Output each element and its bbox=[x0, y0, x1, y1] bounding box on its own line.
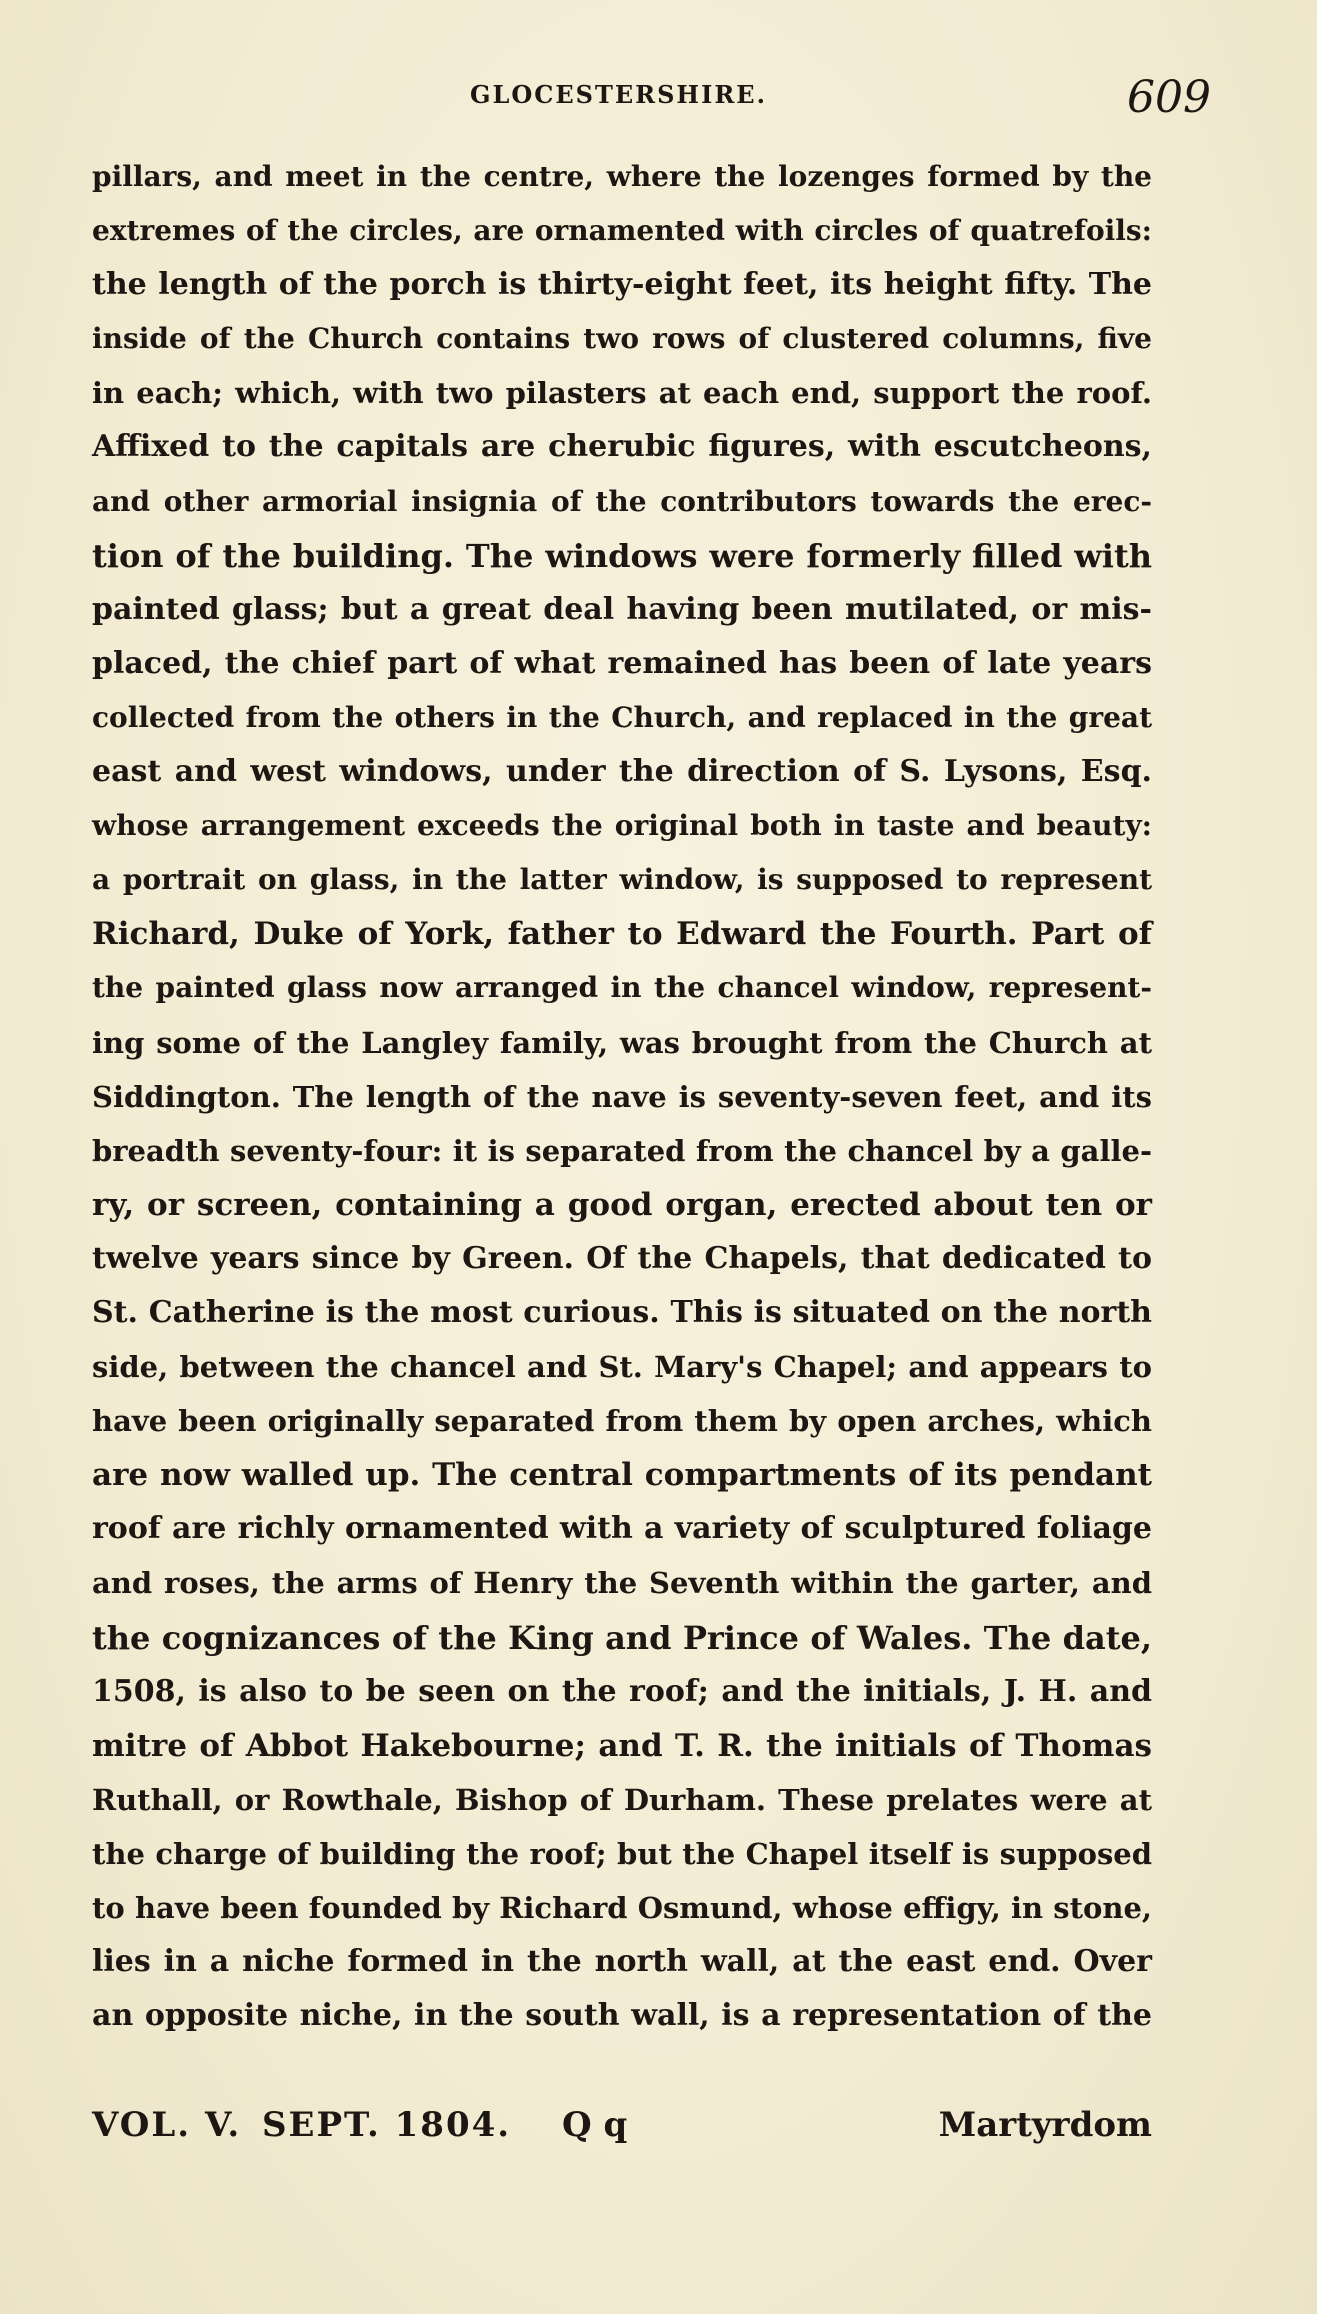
text-line: mitre of Abbot Hakebourne; and T. R. the initials of Thomas bbox=[92, 1727, 1152, 1764]
text-line: Richard, Duke of York, father to Edward the Fourth. Part of bbox=[92, 916, 1152, 953]
text-line: ing some of the Langley family, was brought from the Church at bbox=[92, 1025, 1152, 1060]
text-line: the painted glass now arranged in the chancel window, represent- bbox=[92, 971, 1152, 1005]
running-head: GLOCESTERSHIRE. bbox=[470, 80, 767, 109]
text-line: 1508, is also to be seen on the roof; and the initials, J. H. and bbox=[92, 1673, 1152, 1709]
text-line: breadth seventy-four: it is separated from the chancel by a galle- bbox=[92, 1133, 1152, 1168]
text-line: twelve years since by Green. Of the Chapels, that dedicated to bbox=[92, 1240, 1152, 1276]
text-line: extremes of the circles, are ornamented with circles of quatrefoils: bbox=[92, 214, 1152, 248]
text-line: a portrait on glass, in the latter window, is supposed to represent bbox=[92, 863, 1152, 897]
page-header bbox=[0, 72, 1317, 132]
text-line: are now walled up. The central compartments of its pendant bbox=[92, 1457, 1152, 1494]
text-line: St. Catherine is the most curious. This is situated on the north bbox=[92, 1294, 1152, 1330]
text-line: Siddington. The length of the nave is seventy-seven feet, and its bbox=[92, 1079, 1152, 1114]
text-line: whose arrangement exceeds the original both in taste and beauty: bbox=[92, 809, 1152, 843]
text-line: side, between the chancel and St. Mary's Chapel; and appears to bbox=[92, 1350, 1152, 1385]
signature-mark: Q q bbox=[562, 2105, 628, 2145]
text-line: painted glass; but a great deal having been mutilated, or mis- bbox=[92, 591, 1152, 627]
page-footer bbox=[92, 2105, 1152, 2165]
text-line: an opposite niche, in the south wall, is a representation of the bbox=[92, 1998, 1152, 2034]
text-line: collected from the others in the Church, and replaced in the great bbox=[92, 700, 1152, 734]
text-line: Affixed to the capitals are cherubic figures, with escutcheons, bbox=[92, 429, 1152, 465]
text-line: in each; which, with two pilasters at each end, support the roof. bbox=[92, 376, 1152, 411]
text-line: the cognizances of the King and Prince of Wales. The date, bbox=[92, 1618, 1152, 1657]
text-line: the charge of building the roof; but the Chapel itself is supposed bbox=[92, 1836, 1152, 1871]
text-line: roof are richly ornamented with a variety of sculptured foliage bbox=[92, 1511, 1152, 1547]
catchword: Martyrdom bbox=[938, 2105, 1152, 2145]
text-line: to have been founded by Richard Osmund, whose effigy, in stone, bbox=[92, 1891, 1152, 1925]
text-line: the length of the porch is thirty-eight feet, its height fifty. The bbox=[92, 267, 1152, 303]
body-text bbox=[92, 150, 1152, 2043]
text-line: inside of the Church contains two rows of clustered columns, five bbox=[92, 322, 1152, 356]
text-line: have been originally separated from them by open arches, which bbox=[92, 1404, 1152, 1439]
volume-label: VOL. V. bbox=[92, 2105, 242, 2145]
text-line: and other armorial insignia of the contributors towards the erec- bbox=[92, 484, 1152, 518]
text-line: east and west windows, under the direction of S. Lysons, Esq. bbox=[92, 754, 1152, 790]
issue-date: SEPT. 1804. bbox=[262, 2105, 512, 2145]
text-line: tion of the building. The windows were formerly filled with bbox=[92, 536, 1152, 575]
text-line: ry, or screen, containing a good organ, erected about ten or bbox=[92, 1186, 1152, 1223]
text-line: lies in a niche formed in the north wall, at the east end. Over bbox=[92, 1944, 1152, 1980]
text-line: and roses, the arms of Henry the Seventh within the garter, and bbox=[92, 1566, 1152, 1601]
text-line: Ruthall, or Rowthale, Bishop of Durham. These prelates were at bbox=[92, 1782, 1152, 1817]
text-line: placed, the chief part of what remained has been of late years bbox=[92, 645, 1152, 681]
text-line: pillars, and meet in the centre, where the lozenges formed by the bbox=[92, 160, 1152, 193]
page-number: 609 bbox=[1127, 72, 1211, 123]
